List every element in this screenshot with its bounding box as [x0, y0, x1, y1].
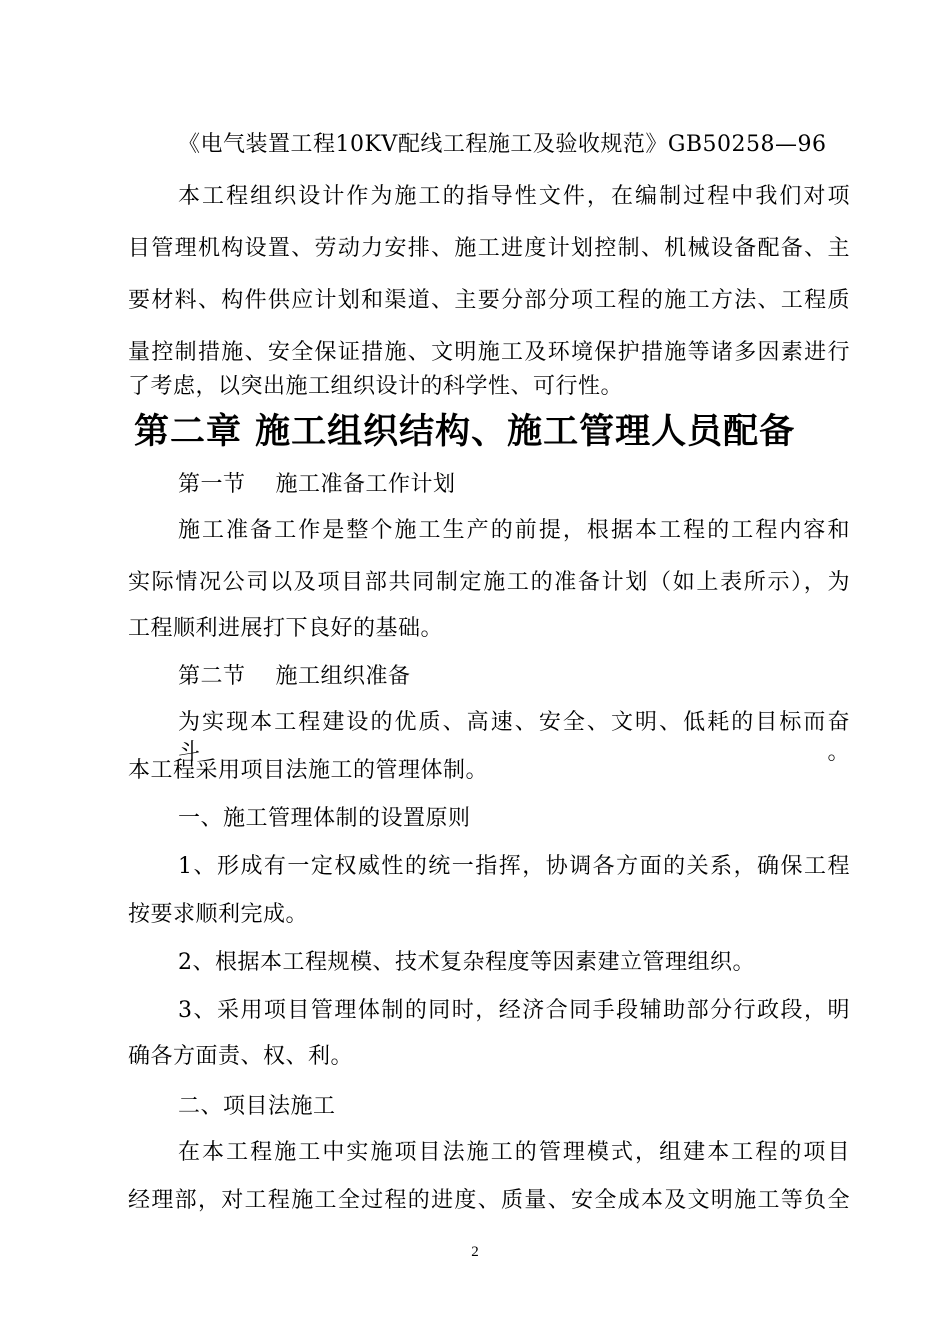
paragraph-line: 了考虑，以突出施工组织设计的科学性、可行性。 [128, 374, 624, 399]
paragraph-line: 3、采用项目管理体制的同时，经济合同手段辅助部分行政段，明 [178, 998, 850, 1023]
list-item: 2、根据本工程规模、技术复杂程度等因素建立管理组织。 [178, 950, 755, 975]
section-heading: 第二节 施工组织准备 [178, 664, 411, 689]
paragraph-line: 1、形成有一定权威性的统一指挥，协调各方面的关系，确保工程 [178, 854, 850, 879]
paragraph-line: 目管理机构设置、劳动力安排、施工进度计划控制、机械设备配备、主 [128, 236, 850, 261]
paragraph-line: 实际情况公司以及项目部共同制定施工的准备计划（如上表所示），为 [128, 570, 850, 595]
paragraph-line: 本工程采用项目法施工的管理体制。 [128, 758, 489, 783]
paragraph-line: 经理部，对工程施工全过程的进度、质量、安全成本及文明施工等负全 [128, 1188, 850, 1213]
chapter-heading: 第二章 施工组织结构、施工管理人员配备 [134, 412, 796, 452]
subsection-heading: 二、项目法施工 [178, 1094, 336, 1119]
paragraph-line: 本工程组织设计作为施工的指导性文件，在编制过程中我们对项 [178, 184, 850, 209]
section-heading: 第一节 施工准备工作计划 [178, 472, 456, 497]
reference-line: 《电气装置工程10KV配线工程施工及验收规范》GB50258—96 [178, 132, 827, 157]
paragraph-line: 要材料、构件供应计划和渠道、主要分部分项工程的施工方法、工程质 [128, 288, 850, 313]
paragraph-line: 在本工程施工中实施项目法施工的管理模式，组建本工程的项目 [178, 1140, 850, 1165]
paragraph-line: 确各方面责、权、利。 [128, 1044, 354, 1069]
paragraph-line: 为实现本工程建设的优质、高速、安全、文明、低耗的目标而奋斗。 [178, 710, 850, 765]
page-number: 2 [471, 1244, 479, 1260]
paragraph-line: 工程顺利进展打下良好的基础。 [128, 616, 444, 641]
paragraph-line: 按要求顺利完成。 [128, 902, 309, 927]
paragraph-line: 量控制措施、安全保证措施、文明施工及环境保护措施等诸多因素进行 [128, 340, 850, 365]
subsection-heading: 一、施工管理体制的设置原则 [178, 806, 471, 831]
paragraph-line: 施工准备工作是整个施工生产的前提，根据本工程的工程内容和 [178, 518, 850, 543]
